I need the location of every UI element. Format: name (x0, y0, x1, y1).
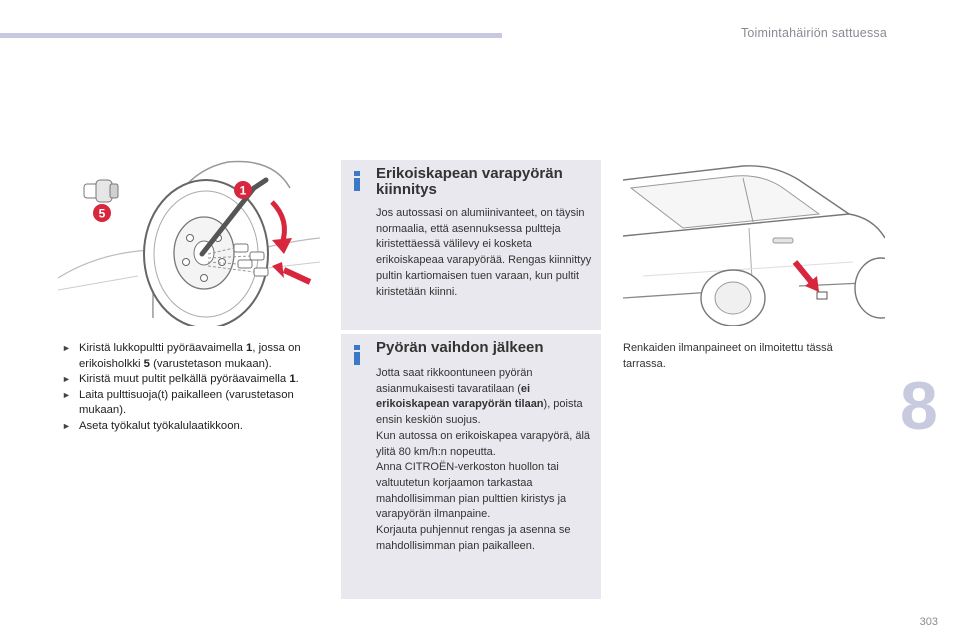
bold-text: ei erikoiskapean varapyörän tilaan (376, 382, 544, 411)
info-icon (354, 345, 360, 365)
text-run: Jotta saat rikkoontuneen pyörän asianmukaisesti tavaratilaan ( (376, 367, 533, 395)
box-body (376, 366, 598, 554)
bullet-icon: ► (62, 343, 71, 353)
box-title: Pyörän vaihdon jälkeen (376, 339, 544, 356)
text-run: Aseta työkalut työkalulaatikkoon. (79, 419, 243, 432)
bold-text: 1 (289, 373, 296, 386)
instruction-item (62, 388, 324, 419)
bullet-icon: ► (62, 374, 71, 385)
chapter-number: 8 (900, 368, 938, 444)
text-run: . (295, 373, 299, 386)
callout-1: 1 (239, 183, 247, 198)
text-run: Laita pulttisuoja(t) paikalleen (varustetason mukaan). (79, 388, 294, 417)
instruction-list (62, 341, 324, 435)
bold-text: 5 (143, 357, 150, 370)
box-paragraph (376, 429, 598, 460)
box-paragraph (376, 460, 598, 523)
text-run: , jossa on erikoisholkki (79, 342, 301, 370)
section-title: Toimintahäiriön sattuessa (740, 26, 887, 40)
text-run: ), poista ensin keskiön suojus. (376, 398, 583, 427)
callout-5: 5 (98, 206, 106, 221)
bullet-icon: ► (62, 389, 71, 400)
box-paragraph (376, 366, 598, 429)
instruction-item (62, 419, 324, 435)
text-run: Kiristä muut pultit pelkällä pyöräavaimella (79, 373, 290, 386)
tyre-pressure-caption: Renkaiden ilmanpaineet on ilmoitettu tässä tarrassa. (623, 342, 833, 370)
box-paragraph (376, 523, 598, 554)
instruction-item (62, 372, 324, 388)
header-bar (0, 33, 502, 38)
wheel-bolt-illustration (58, 158, 320, 326)
text-run: Korjauta puhjennut rengas ja asenna se mahdollisimman pian paikalleen. (376, 524, 571, 552)
instruction-item (62, 341, 324, 372)
text-run: Kun autossa on erikoiskapea varapyörä, älä ylitä 80 km/h:n nopeutta. (376, 429, 591, 458)
wheel-bolt-drawing (58, 158, 320, 326)
box-title: Erikoiskapean varapyörän kiinnitys (376, 165, 563, 198)
bullet-icon: ► (62, 420, 71, 431)
text-run: Kiristä lukkopultti pyöräavaimella (79, 342, 247, 354)
bold-text: 1 (246, 342, 253, 354)
car-door-illustration (623, 158, 885, 326)
page-number: 303 (919, 616, 938, 628)
info-box-after-change (341, 334, 601, 599)
text-run: Anna CITROËN-verkoston huollon tai valtuutetun korjaamon tarkastaa mahdollisimman pian pulttien kiristys ja varapyörän ilmanpaine. (376, 461, 567, 521)
car-door-drawing (623, 158, 885, 326)
text-run: (varustetason mukaan). (149, 357, 272, 370)
box-body: Jos autossasi on alumiinivanteet, on täysin normaalia, että asennuksessa pultteja kiristettäessä välilevy ei kosketa erikoiskapeaa varapyörää. Rengas kiinnittyy pultin kartiomaisen tuen varaan, kun pultit kiristetään kiinni. (376, 207, 592, 298)
info-box-spare-fitting (341, 160, 601, 330)
info-icon (354, 171, 360, 191)
